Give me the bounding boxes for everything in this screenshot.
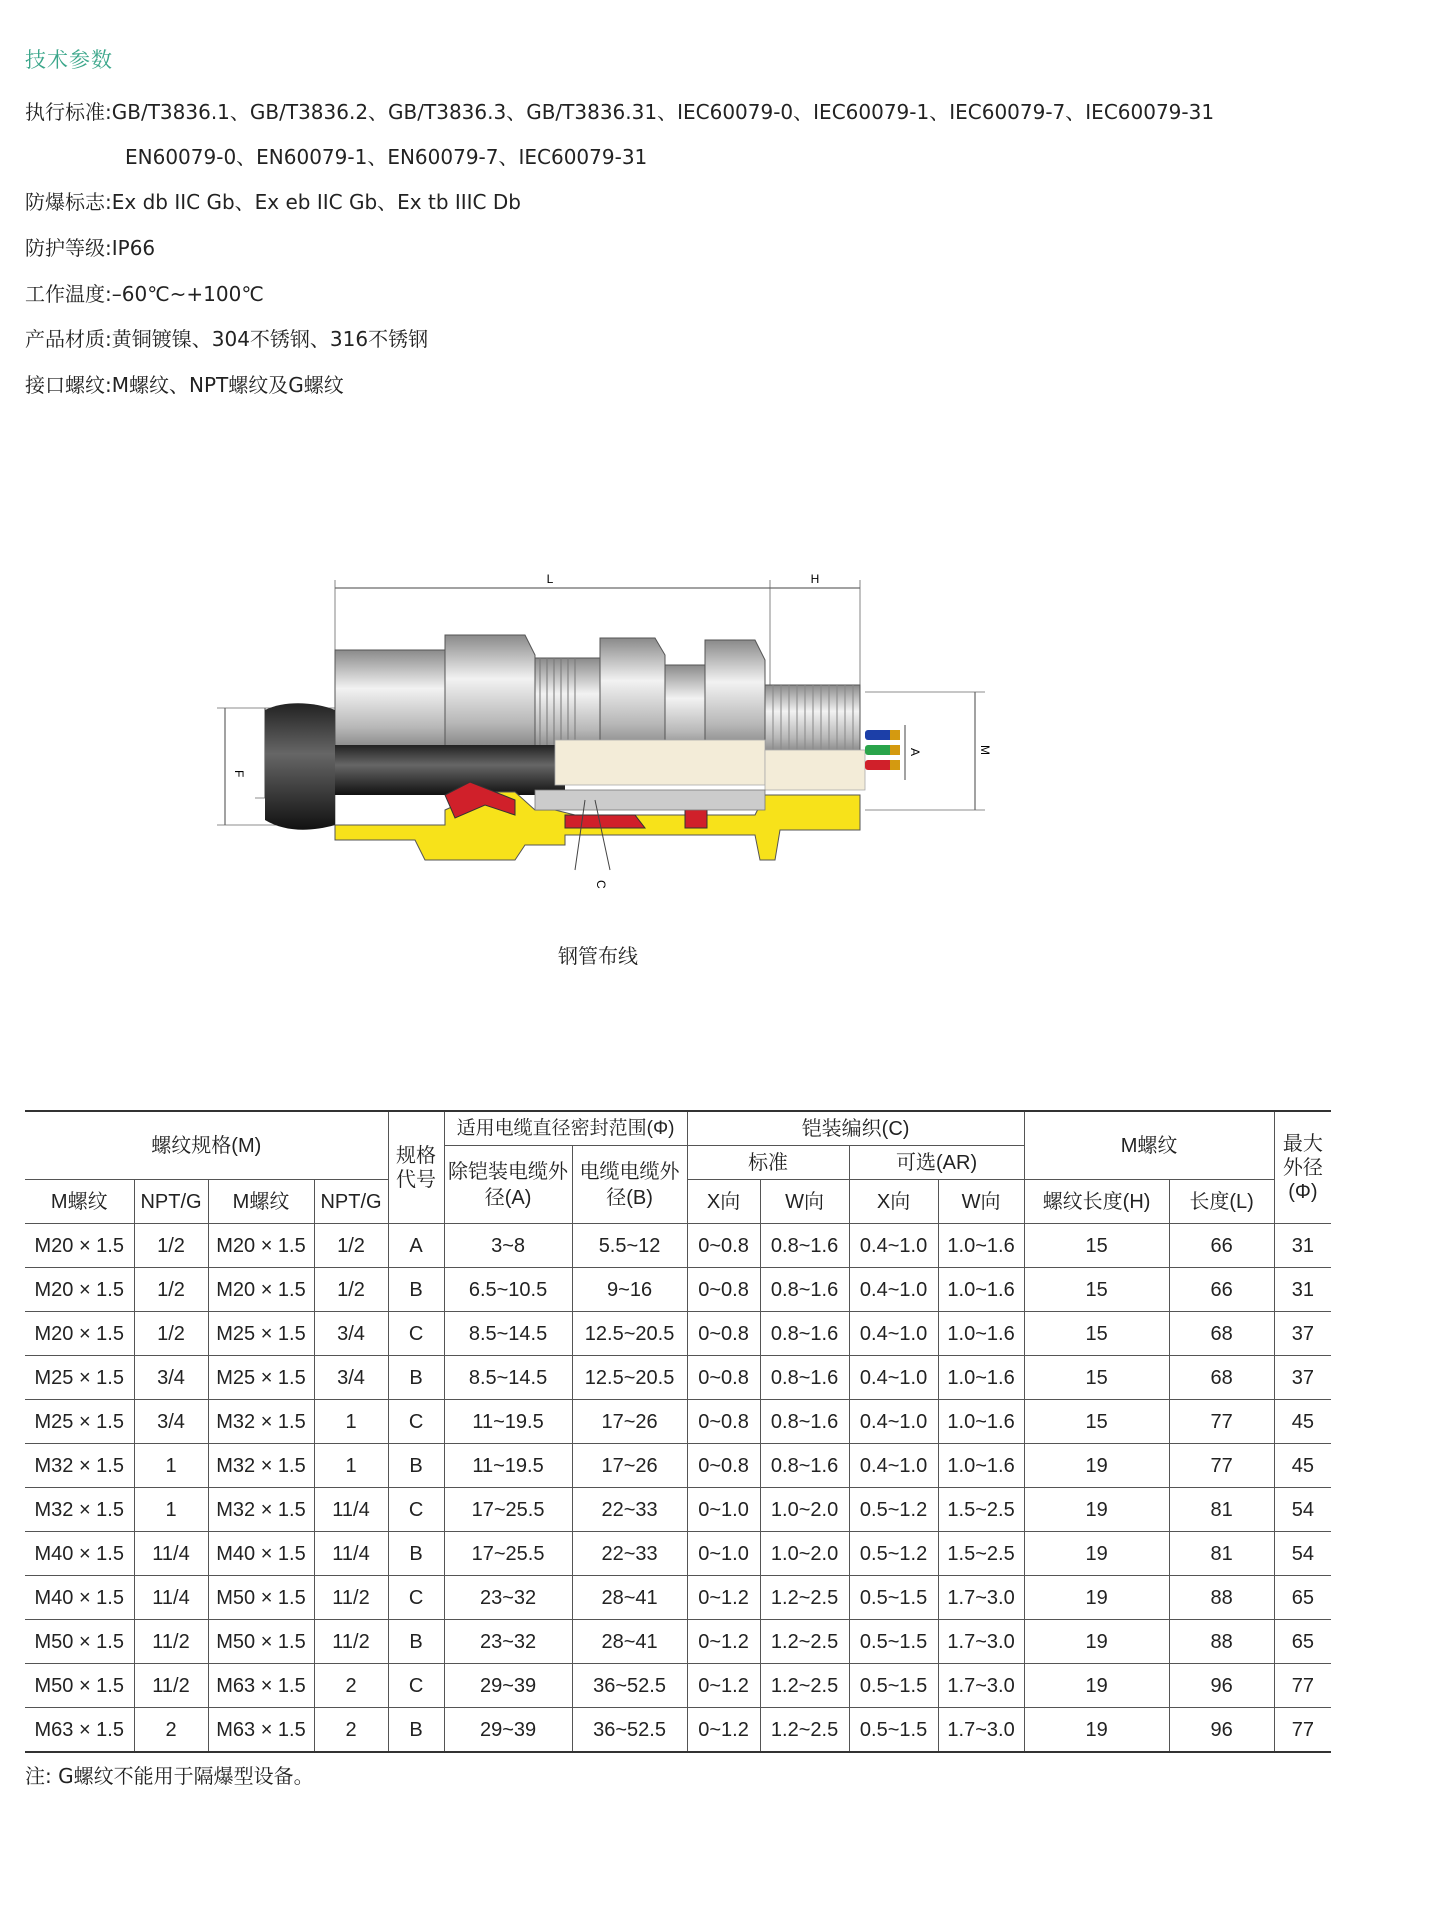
table-cell: 1/2 xyxy=(134,1224,208,1268)
table-cell: 19 xyxy=(1024,1444,1169,1488)
table-cell: 1.0~1.6 xyxy=(938,1268,1024,1312)
table-cell: M20 × 1.5 xyxy=(25,1312,134,1356)
spec-value: Ex db IIC Gb、Ex eb IIC Gb、Ex tb IIIC Db xyxy=(111,190,521,214)
table-cell: 17~26 xyxy=(572,1400,687,1444)
table-cell: 0.4~1.0 xyxy=(849,1224,938,1268)
spec-standard xyxy=(25,98,1214,126)
spec-value: EN60079-0、EN60079-1、EN60079-7、IEC60079-31 xyxy=(125,145,648,169)
spec-table xyxy=(25,1110,1331,1753)
table-cell: 1 xyxy=(134,1488,208,1532)
table-cell: 81 xyxy=(1169,1488,1274,1532)
header-npt2: NPT/G xyxy=(314,1180,388,1224)
table-cell: C xyxy=(388,1312,444,1356)
header-spec-code xyxy=(388,1111,444,1224)
table-cell: 0.4~1.0 xyxy=(849,1400,938,1444)
spec-label: 防护等级: xyxy=(25,236,112,260)
table-cell: M50 × 1.5 xyxy=(25,1620,134,1664)
table-cell: 11/2 xyxy=(314,1620,388,1664)
table-row xyxy=(25,1444,1331,1488)
table-cell: 0.5~1.2 xyxy=(849,1488,938,1532)
header-inner-a-text: 除铠装电缆外径(A) xyxy=(448,1160,569,1209)
dim-label-f: F xyxy=(232,770,246,778)
spec-label: 产品材质: xyxy=(25,327,112,351)
table-cell: 6.5~10.5 xyxy=(444,1268,572,1312)
table-cell: 23~32 xyxy=(444,1620,572,1664)
spec-label: 防爆标志: xyxy=(25,190,112,214)
table-cell: 1.2~2.5 xyxy=(760,1664,849,1708)
header-thread-len: 螺纹长度(H) xyxy=(1024,1180,1169,1224)
table-cell: 88 xyxy=(1169,1620,1274,1664)
table-cell: 0~0.8 xyxy=(687,1224,760,1268)
table-cell: 0.4~1.0 xyxy=(849,1356,938,1400)
table-cell: M40 × 1.5 xyxy=(25,1576,134,1620)
header-w1: W向 xyxy=(760,1180,849,1224)
table-cell: M50 × 1.5 xyxy=(25,1664,134,1708)
table-cell: 1.0~1.6 xyxy=(938,1224,1024,1268)
table-cell: M63 × 1.5 xyxy=(25,1708,134,1753)
spec-label: 工作温度: xyxy=(25,282,112,306)
table-cell: 77 xyxy=(1274,1664,1331,1708)
table-cell: 1.0~2.0 xyxy=(760,1532,849,1576)
header-seal-range: 适用电缆直径密封范围(Φ) xyxy=(444,1111,687,1146)
table-cell: 1.7~3.0 xyxy=(938,1576,1024,1620)
table-cell: M40 × 1.5 xyxy=(25,1532,134,1576)
table-cell: 1.5~2.5 xyxy=(938,1532,1024,1576)
table-cell: B xyxy=(388,1620,444,1664)
table-cell: B xyxy=(388,1708,444,1753)
header-row-1 xyxy=(25,1111,1331,1146)
spec-label: 执行标准: xyxy=(25,100,112,124)
table-cell: 68 xyxy=(1169,1312,1274,1356)
table-cell: M50 × 1.5 xyxy=(208,1620,314,1664)
table-cell: M25 × 1.5 xyxy=(208,1356,314,1400)
table-cell: 45 xyxy=(1274,1444,1331,1488)
header-x2: X向 xyxy=(849,1180,938,1224)
table-cell: 54 xyxy=(1274,1488,1331,1532)
table-cell: 8.5~14.5 xyxy=(444,1312,572,1356)
table-cell: 0~1.0 xyxy=(687,1488,760,1532)
table-cell: M63 × 1.5 xyxy=(208,1664,314,1708)
header-armor: 铠装编织(C) xyxy=(687,1111,1024,1146)
table-cell: 0.8~1.6 xyxy=(760,1400,849,1444)
spec-value: –60℃~+100℃ xyxy=(111,282,264,306)
table-cell: A xyxy=(388,1224,444,1268)
table-cell: 15 xyxy=(1024,1224,1169,1268)
spec-value: GB/T3836.1、GB/T3836.2、GB/T3836.3、GB/T3836.31、IEC60079-0、IEC60079-1、IEC60079-7、IEC60079-31 xyxy=(111,100,1215,124)
table-cell: 17~26 xyxy=(572,1444,687,1488)
table-cell: 1.2~2.5 xyxy=(760,1708,849,1753)
table-cell: 36~52.5 xyxy=(572,1664,687,1708)
table-cell: 8.5~14.5 xyxy=(444,1356,572,1400)
spec-value: M螺纹、NPT螺纹及G螺纹 xyxy=(111,373,344,397)
table-cell: M25 × 1.5 xyxy=(25,1400,134,1444)
table-cell: 1 xyxy=(134,1444,208,1488)
table-cell: 11/4 xyxy=(314,1532,388,1576)
table-cell: 28~41 xyxy=(572,1620,687,1664)
table-cell: 68 xyxy=(1169,1356,1274,1400)
table-cell: 1.7~3.0 xyxy=(938,1664,1024,1708)
header-outer-b-text: 电缆电缆外径(B) xyxy=(579,1160,680,1209)
table-row xyxy=(25,1312,1331,1356)
table-row xyxy=(25,1576,1331,1620)
section-title: 技术参数 xyxy=(25,48,113,72)
table-cell: 96 xyxy=(1169,1664,1274,1708)
table-cell: 88 xyxy=(1169,1576,1274,1620)
table-cell: 3/4 xyxy=(314,1356,388,1400)
table-cell: 77 xyxy=(1169,1444,1274,1488)
table-cell: 0.4~1.0 xyxy=(849,1444,938,1488)
header-thread-spec: 螺纹规格(M) xyxy=(25,1111,388,1180)
table-cell: 15 xyxy=(1024,1356,1169,1400)
table-cell: M20 × 1.5 xyxy=(25,1224,134,1268)
table-cell: B xyxy=(388,1532,444,1576)
table-cell: 19 xyxy=(1024,1576,1169,1620)
table-cell: 15 xyxy=(1024,1400,1169,1444)
header-npt1: NPT/G xyxy=(134,1180,208,1224)
table-cell: 0~0.8 xyxy=(687,1356,760,1400)
header-max-od xyxy=(1274,1111,1331,1224)
table-cell: 2 xyxy=(134,1708,208,1753)
table-cell: 0.8~1.6 xyxy=(760,1356,849,1400)
table-row xyxy=(25,1488,1331,1532)
table-cell: M32 × 1.5 xyxy=(208,1400,314,1444)
table-cell: 0.8~1.6 xyxy=(760,1312,849,1356)
table-cell: 1/2 xyxy=(134,1312,208,1356)
table-cell: 0~0.8 xyxy=(687,1268,760,1312)
table-cell: M20 × 1.5 xyxy=(25,1268,134,1312)
table-cell: 11~19.5 xyxy=(444,1400,572,1444)
header-max-od-text: 最大外径(Φ) xyxy=(1282,1132,1323,1203)
table-cell: 1.5~2.5 xyxy=(938,1488,1024,1532)
table-cell: 65 xyxy=(1274,1620,1331,1664)
table-cell: 12.5~20.5 xyxy=(572,1312,687,1356)
table-cell: 15 xyxy=(1024,1268,1169,1312)
table-cell: 28~41 xyxy=(572,1576,687,1620)
spec-thread xyxy=(25,371,344,399)
table-cell: 3/4 xyxy=(134,1356,208,1400)
table-cell: 22~33 xyxy=(572,1488,687,1532)
table-cell: 1.2~2.5 xyxy=(760,1620,849,1664)
dim-label-l: L xyxy=(546,572,554,586)
table-cell: 0.8~1.6 xyxy=(760,1224,849,1268)
table-cell: C xyxy=(388,1400,444,1444)
table-cell: 54 xyxy=(1274,1532,1331,1576)
table-cell: B xyxy=(388,1356,444,1400)
spec-value: 黄铜镀镍、304不锈钢、316不锈钢 xyxy=(111,327,429,351)
table-cell: M63 × 1.5 xyxy=(208,1708,314,1753)
table-cell: 66 xyxy=(1169,1224,1274,1268)
table-cell: B xyxy=(388,1444,444,1488)
table-cell: 17~25.5 xyxy=(444,1532,572,1576)
table-cell: 2 xyxy=(314,1708,388,1753)
header-x1: X向 xyxy=(687,1180,760,1224)
header-inner-a xyxy=(444,1146,572,1224)
table-cell: C xyxy=(388,1576,444,1620)
header-outer-b xyxy=(572,1146,687,1224)
table-cell: 1.7~3.0 xyxy=(938,1620,1024,1664)
table-row xyxy=(25,1708,1331,1753)
header-m1: M螺纹 xyxy=(25,1180,134,1224)
header-w2: W向 xyxy=(938,1180,1024,1224)
table-cell: 77 xyxy=(1169,1400,1274,1444)
table-cell: 0~0.8 xyxy=(687,1312,760,1356)
spec-ex-mark xyxy=(25,188,521,216)
table-cell: 1.0~1.6 xyxy=(938,1444,1024,1488)
table-cell: 15 xyxy=(1024,1312,1169,1356)
table-cell: 29~39 xyxy=(444,1708,572,1753)
table-cell: 11/2 xyxy=(314,1576,388,1620)
table-cell: M32 × 1.5 xyxy=(208,1488,314,1532)
table-row xyxy=(25,1532,1331,1576)
table-cell: M32 × 1.5 xyxy=(25,1488,134,1532)
table-cell: 96 xyxy=(1169,1708,1274,1753)
table-cell: 0~0.8 xyxy=(687,1444,760,1488)
table-cell: 0~1.2 xyxy=(687,1708,760,1753)
table-row xyxy=(25,1224,1331,1268)
table-cell: 3~8 xyxy=(444,1224,572,1268)
table-cell: 11/4 xyxy=(314,1488,388,1532)
table-cell: 0~1.2 xyxy=(687,1620,760,1664)
table-cell: 2 xyxy=(314,1664,388,1708)
table-cell: M50 × 1.5 xyxy=(208,1576,314,1620)
table-cell: 19 xyxy=(1024,1664,1169,1708)
table-cell: 77 xyxy=(1274,1708,1331,1753)
table-cell: M20 × 1.5 xyxy=(208,1224,314,1268)
table-cell: 0.4~1.0 xyxy=(849,1268,938,1312)
spec-label: 接口螺纹: xyxy=(25,373,112,397)
table-cell: C xyxy=(388,1488,444,1532)
table-cell: 19 xyxy=(1024,1488,1169,1532)
table-cell: 37 xyxy=(1274,1356,1331,1400)
table-cell: 1/2 xyxy=(314,1268,388,1312)
table-cell: 45 xyxy=(1274,1400,1331,1444)
table-cell: 1 xyxy=(314,1444,388,1488)
table-cell: 0.8~1.6 xyxy=(760,1444,849,1488)
table-cell: 37 xyxy=(1274,1312,1331,1356)
table-cell: 3/4 xyxy=(134,1400,208,1444)
spec-ip xyxy=(25,234,155,262)
table-cell: 0.5~1.5 xyxy=(849,1708,938,1753)
table-row xyxy=(25,1268,1331,1312)
table-cell: 1.0~1.6 xyxy=(938,1400,1024,1444)
spec-material xyxy=(25,325,428,353)
header-optional: 可选(AR) xyxy=(849,1146,1024,1180)
table-cell: M20 × 1.5 xyxy=(208,1268,314,1312)
cable-gland-diagram xyxy=(215,570,1015,900)
table-cell: 31 xyxy=(1274,1224,1331,1268)
footnote: 注: G螺纹不能用于隔爆型设备。 xyxy=(25,1764,314,1788)
table-cell: M32 × 1.5 xyxy=(208,1444,314,1488)
table-cell: 22~33 xyxy=(572,1532,687,1576)
table-cell: 65 xyxy=(1274,1576,1331,1620)
dim-label-a: A xyxy=(908,748,922,757)
table-cell: 31 xyxy=(1274,1268,1331,1312)
header-spec-code-text: 规格代号 xyxy=(396,1144,437,1191)
table-cell: 1/2 xyxy=(314,1224,388,1268)
table-cell: 29~39 xyxy=(444,1664,572,1708)
header-m2: M螺纹 xyxy=(208,1180,314,1224)
table-cell: 11/4 xyxy=(134,1576,208,1620)
table-cell: 11~19.5 xyxy=(444,1444,572,1488)
table-row xyxy=(25,1356,1331,1400)
header-m-thread: M螺纹 xyxy=(1024,1111,1274,1180)
header-standard: 标准 xyxy=(687,1146,849,1180)
table-cell: 11/2 xyxy=(134,1620,208,1664)
table-cell: 12.5~20.5 xyxy=(572,1356,687,1400)
table-cell: B xyxy=(388,1268,444,1312)
table-cell: 1.0~1.6 xyxy=(938,1356,1024,1400)
table-cell: M32 × 1.5 xyxy=(25,1444,134,1488)
table-cell: 1.0~1.6 xyxy=(938,1312,1024,1356)
table-cell: 19 xyxy=(1024,1620,1169,1664)
table-cell: 66 xyxy=(1169,1268,1274,1312)
table-cell: 19 xyxy=(1024,1708,1169,1753)
table-cell: 9~16 xyxy=(572,1268,687,1312)
table-cell: 11/2 xyxy=(134,1664,208,1708)
table-cell: 1.0~2.0 xyxy=(760,1488,849,1532)
table-cell: 0~1.0 xyxy=(687,1532,760,1576)
table-cell: 0.5~1.5 xyxy=(849,1620,938,1664)
table-cell: 5.5~12 xyxy=(572,1224,687,1268)
header-len: 长度(L) xyxy=(1169,1180,1274,1224)
table-cell: 11/4 xyxy=(134,1532,208,1576)
table-cell: 19 xyxy=(1024,1532,1169,1576)
spec-standard-cont xyxy=(125,143,647,171)
dim-label-c: C xyxy=(594,880,608,889)
spec-temp xyxy=(25,280,264,308)
table-cell: M25 × 1.5 xyxy=(208,1312,314,1356)
table-cell: 17~25.5 xyxy=(444,1488,572,1532)
table-cell: 1.7~3.0 xyxy=(938,1708,1024,1753)
table-row xyxy=(25,1620,1331,1664)
table-body xyxy=(25,1224,1331,1753)
table-cell: 1 xyxy=(314,1400,388,1444)
table-cell: 0~1.2 xyxy=(687,1576,760,1620)
table-cell: 0~1.2 xyxy=(687,1664,760,1708)
table-cell: 1/2 xyxy=(134,1268,208,1312)
table-cell: 0~0.8 xyxy=(687,1400,760,1444)
table-cell: 0.8~1.6 xyxy=(760,1268,849,1312)
table-cell: 3/4 xyxy=(314,1312,388,1356)
table-cell: 36~52.5 xyxy=(572,1708,687,1753)
table-cell: 1.2~2.5 xyxy=(760,1576,849,1620)
dim-label-h: H xyxy=(810,572,820,586)
spec-value: IP66 xyxy=(111,236,156,260)
table-cell: C xyxy=(388,1664,444,1708)
dim-label-m: M xyxy=(978,745,992,755)
table-row xyxy=(25,1400,1331,1444)
table-cell: 81 xyxy=(1169,1532,1274,1576)
table-cell: 0.5~1.5 xyxy=(849,1664,938,1708)
table-cell: 0.5~1.5 xyxy=(849,1576,938,1620)
table-cell: M25 × 1.5 xyxy=(25,1356,134,1400)
table-cell: 0.4~1.0 xyxy=(849,1312,938,1356)
table-cell: 23~32 xyxy=(444,1576,572,1620)
table-cell: 0.5~1.2 xyxy=(849,1532,938,1576)
table-row xyxy=(25,1664,1331,1708)
table-cell: M40 × 1.5 xyxy=(208,1532,314,1576)
diagram-caption: 钢管布线 xyxy=(558,944,638,968)
